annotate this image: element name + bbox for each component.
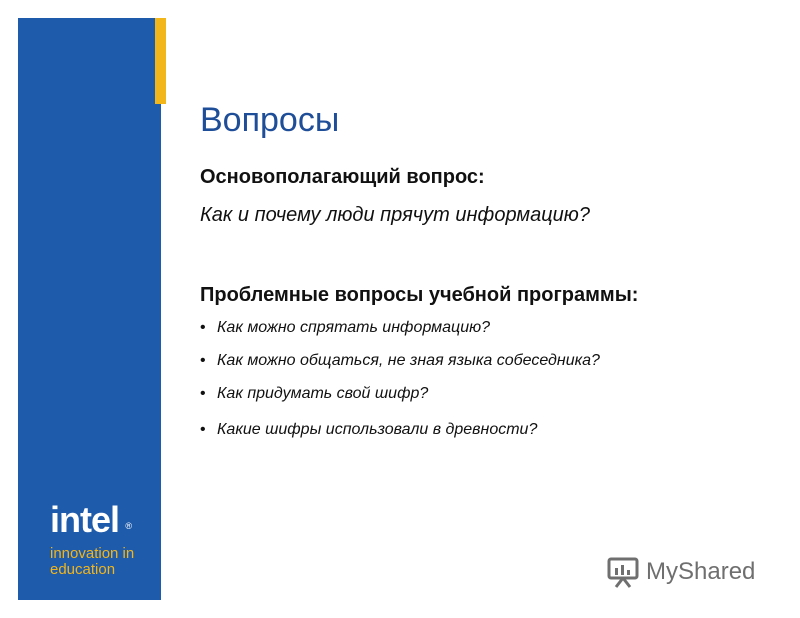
list-item-text: Как можно общаться, не зная языка собеседника? [217,352,600,369]
logo-tagline-line2: education [50,561,116,578]
bullet-icon: • [200,421,206,438]
watermark-text: MyShared [646,558,756,585]
presentation-board-icon [606,556,640,588]
logo-tagline [50,546,134,578]
bullet-icon: • [200,385,206,402]
bullet-icon: • [200,319,206,336]
list-item-text: Какие шифры использовали в древности? [217,421,538,438]
logo-tagline-line1: innovation in [50,545,135,562]
slide-title: Вопросы [200,101,340,139]
list-item-text: Как можно спрятать информацию? [217,319,491,336]
list-item-text: Как придумать свой шифр? [217,385,429,402]
accent-bar [155,18,166,104]
essential-question-text: Как и почему люди прячут информацию? [200,204,590,226]
bullet-icon: • [200,352,206,369]
list-item [200,420,600,440]
list-item [200,351,600,371]
logo-wordmark-text: intel [50,499,120,540]
problem-questions-heading: Проблемные вопросы учебной программы: [200,284,639,306]
problem-questions-list [200,318,600,440]
logo-wordmark [50,499,132,540]
list-item [200,318,600,338]
myshared-watermark [606,554,755,590]
list-item [200,384,600,404]
essential-question-heading: Основополагающий вопрос: [200,166,485,188]
registered-mark: ® [125,521,132,531]
intel-logo [50,500,134,578]
